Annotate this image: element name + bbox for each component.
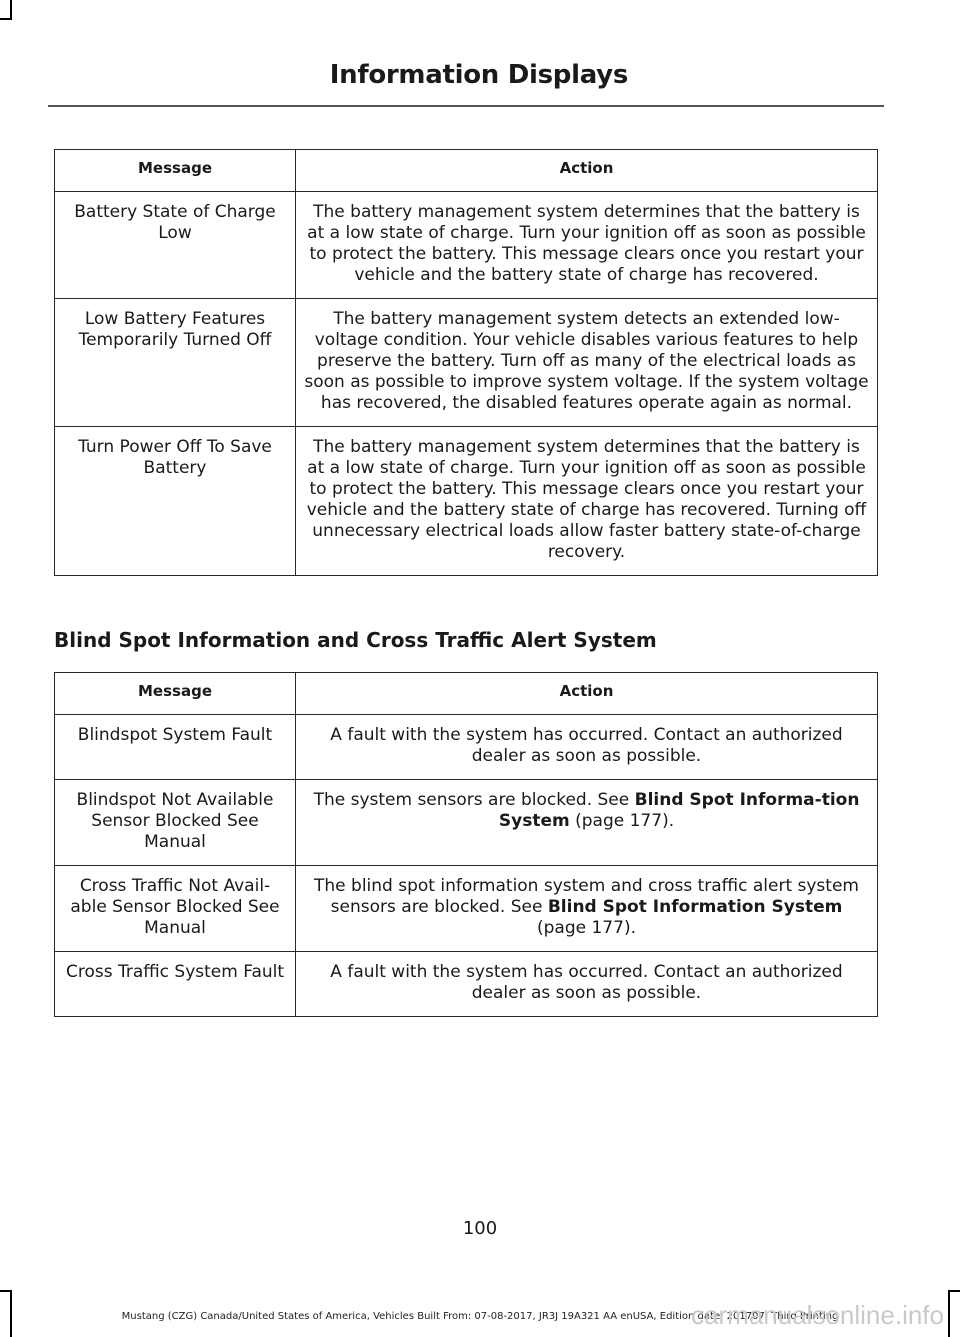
table-header-row [55, 150, 878, 192]
cross-reference-link[interactable]: Blind Spot Information System [547, 897, 843, 917]
message-cell: Blindspot System Fault [55, 715, 296, 780]
header-message: Message [55, 673, 296, 715]
message-cell: Cross Traffic System Fault [55, 952, 296, 1017]
action-cell [296, 866, 878, 952]
header-action: Action [296, 150, 878, 192]
table-row [55, 952, 878, 1017]
action-cell [296, 780, 878, 866]
message-cell: Battery State of Charge Low [55, 192, 296, 299]
crop-mark-top-left [10, 0, 12, 20]
blind-spot-messages-table [54, 672, 878, 1017]
page-number: 100 [462, 1218, 498, 1239]
page-title: Information Displays [329, 60, 628, 90]
section-heading: Blind Spot Information and Cross Traffic Alert System [54, 628, 657, 652]
cross-reference-link[interactable]: Blind Spot Informa-tion System [498, 790, 860, 831]
action-cell: A fault with the system has occurred. Contact an authorized dealer as soon as possible. [296, 715, 878, 780]
table-row [55, 780, 878, 866]
crop-mark-top-left-h [0, 18, 12, 20]
page-reference: (page 177). [537, 918, 636, 938]
action-cell: The battery management system determines that the battery is at a low state of charge. Turn your ignition off as soon as possible to protect the battery. This message clears once you restart your vehicle and the battery state of charge has recovered. Turning off unnecessary electrical loads allow faster battery state-of-charge recovery. [296, 427, 878, 576]
footer-text: Mustang (CZG) Canada/United States of America, Vehicles Built From: 07-08-2017, JR3J 19A321 AA enUSA, Edition date: 201707, Third Printing [121, 1311, 839, 1322]
title-divider [48, 105, 884, 107]
battery-messages-table [54, 149, 878, 576]
header-message: Message [55, 150, 296, 192]
action-text: The system sensors are blocked. See [313, 790, 630, 810]
crop-mark-bottom-left-h [0, 1290, 12, 1292]
page-reference: (page 177). [575, 811, 675, 831]
action-cell: A fault with the system has occurred. Contact an authorized dealer as soon as possible. [296, 952, 878, 1017]
table-row [55, 866, 878, 952]
watermark: carmanualsonline.info [691, 1300, 944, 1330]
message-cell: Turn Power Off To Save Battery [55, 427, 296, 576]
table-row [55, 192, 878, 299]
crop-mark-bottom-right-h [948, 1290, 960, 1292]
action-cell: The battery management system determines that the battery is at a low state of charge. Turn your ignition off as soon as possible to protect the battery. This message clears once you restart your vehicle and the battery state of charge has recovered. [296, 192, 878, 299]
header-action: Action [296, 673, 878, 715]
action-cell: The battery management system detects an extended low-voltage condition. Your vehicle disables various features to help preserve the battery. Turn off as many of the electrical loads as soon as possible to improve system voltage. If the system voltage has recovered, the disabled features operate again as normal. [296, 299, 878, 427]
message-cell: Blindspot Not Available Sensor Blocked See Manual [55, 780, 296, 866]
table-header-row [55, 673, 878, 715]
table-row [55, 299, 878, 427]
message-cell: Low Battery Features Temporarily Turned Off [55, 299, 296, 427]
action-text: The blind spot information system and cross traffic alert system sensors are blocked. See [314, 876, 859, 917]
table-row [55, 715, 878, 780]
table-row [55, 427, 878, 576]
message-cell: Cross Traffic Not Avail-able Sensor Blocked See Manual [55, 866, 296, 952]
